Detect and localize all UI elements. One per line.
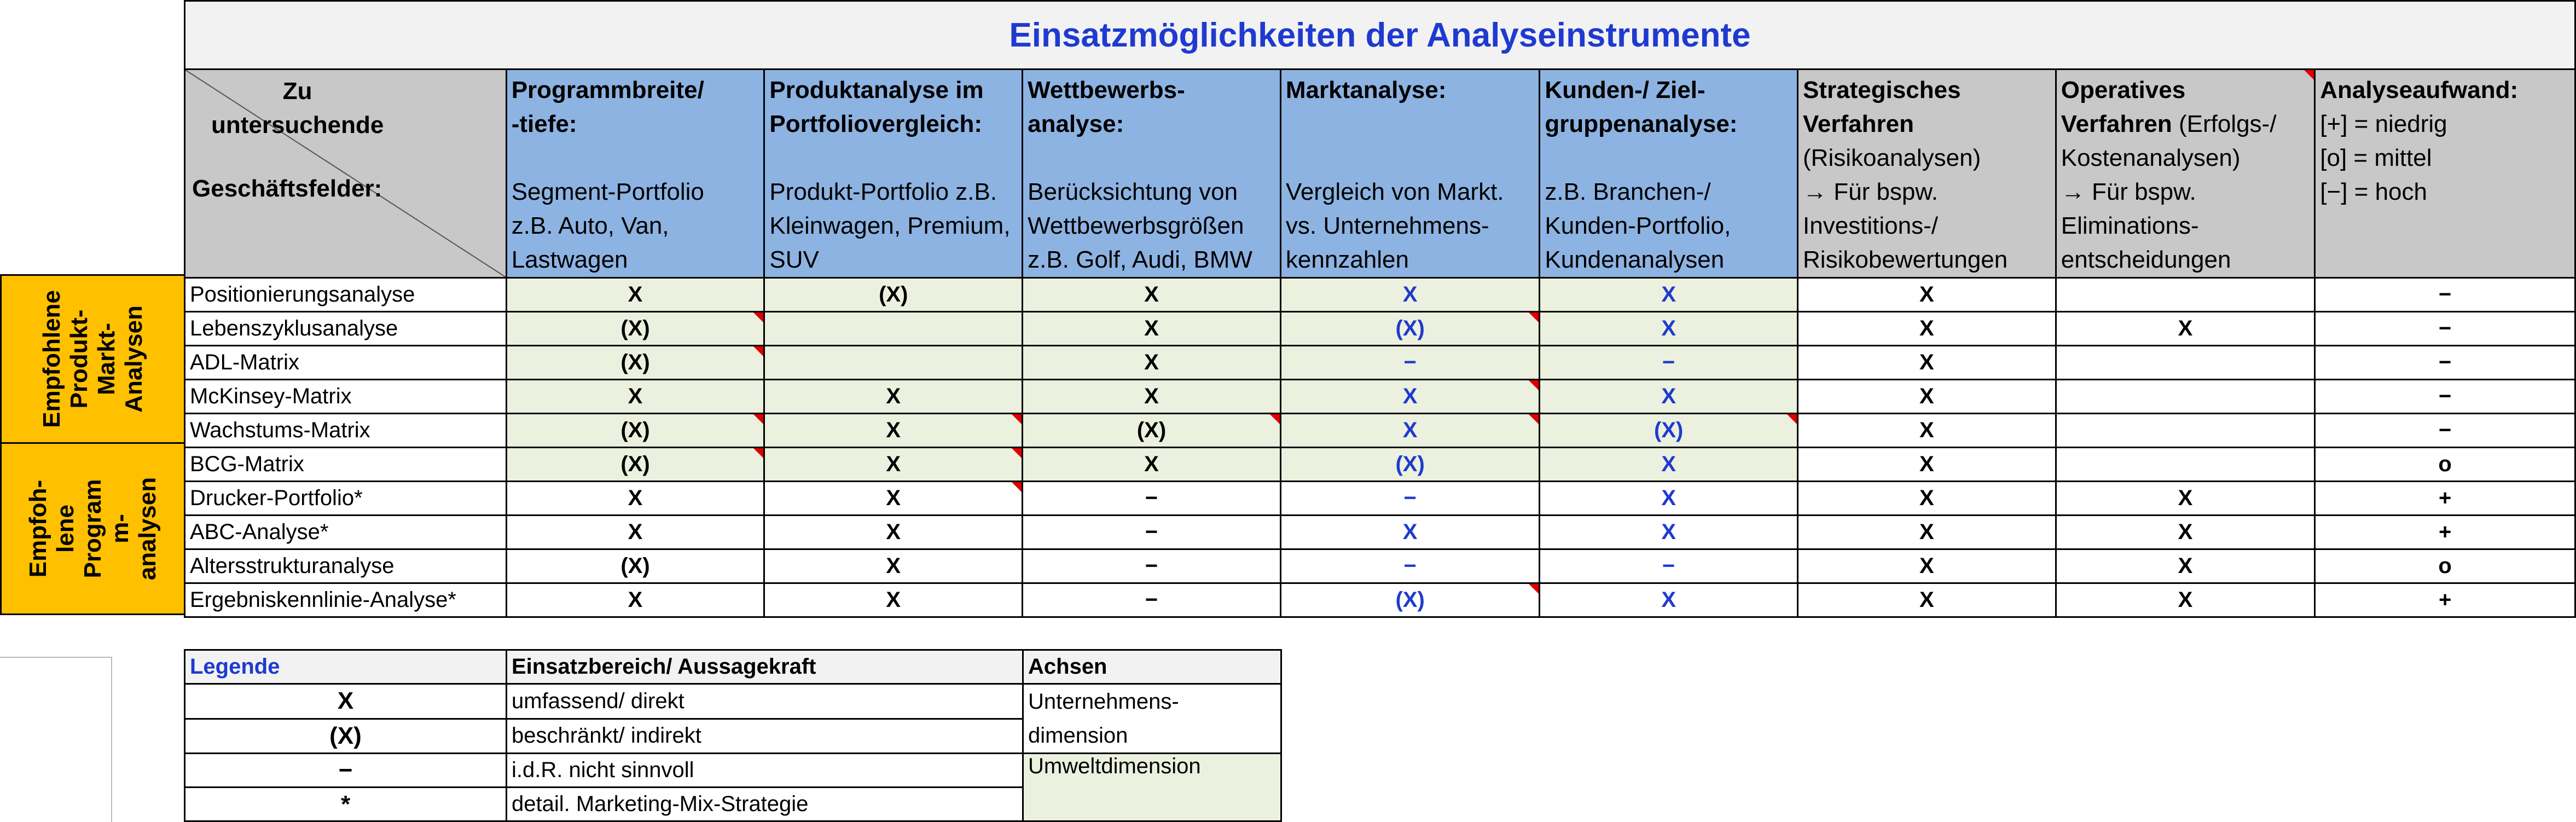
matrix-cell: X bbox=[764, 549, 1023, 583]
matrix-cell: X bbox=[1798, 482, 2056, 516]
corner-label-2: untersuchende bbox=[211, 112, 384, 138]
matrix-cell: X bbox=[1798, 549, 2056, 583]
matrix-cell: X bbox=[1280, 414, 1539, 448]
matrix-cell: X bbox=[1798, 583, 2056, 617]
matrix-cell bbox=[764, 312, 1023, 346]
matrix-cell: X bbox=[764, 516, 1023, 549]
col-header-marktanalyse: Marktanalyse: Vergleich von Markt. vs. Unternehmens- kennzahlen bbox=[1280, 70, 1539, 278]
legend-row: X umfassend/ direkt Unternehmens- dimension bbox=[185, 684, 1281, 719]
table-row bbox=[185, 549, 2575, 583]
legend-table bbox=[184, 649, 1282, 822]
matrix-cell: (X) bbox=[506, 312, 764, 346]
matrix-cell: − bbox=[1540, 346, 1798, 380]
row-label: BCG-Matrix bbox=[185, 448, 507, 482]
row-label: ADL-Matrix bbox=[185, 346, 507, 380]
matrix-cell: X bbox=[764, 448, 1023, 482]
matrix-cell: − bbox=[1280, 549, 1539, 583]
matrix-cell: X bbox=[764, 482, 1023, 516]
matrix-cell: (X) bbox=[506, 414, 764, 448]
matrix-cell: X bbox=[764, 380, 1023, 414]
legend-axis-company: Unternehmens- dimension bbox=[1023, 684, 1281, 754]
row-label: ABC-Analyse* bbox=[185, 516, 507, 549]
legend-row: (X) beschränkt/ indirekt bbox=[185, 719, 1281, 754]
col-header-produktanalyse: Produktanalyse im Portfoliovergleich: Produkt-Portfolio z.B. Kleinwagen, Premium, SUV bbox=[764, 70, 1023, 278]
row-label: Positionierungsanalyse bbox=[185, 278, 507, 312]
table-row bbox=[185, 414, 2575, 448]
matrix-cell: X bbox=[1798, 516, 2056, 549]
row-label: Altersstrukturanalyse bbox=[185, 549, 507, 583]
matrix-cell bbox=[2056, 346, 2315, 380]
matrix-cell: X bbox=[506, 482, 764, 516]
matrix-cell bbox=[2056, 448, 2315, 482]
table-row bbox=[185, 346, 2575, 380]
row-label: Drucker-Portfolio* bbox=[185, 482, 507, 516]
matrix-cell: X bbox=[1280, 380, 1539, 414]
matrix-cell: + bbox=[2315, 516, 2575, 549]
group-label-programm: Empfoh- lene Program m- analysen bbox=[0, 442, 185, 615]
matrix-cell: X bbox=[1540, 583, 1798, 617]
col-header-strategisch: Strategisches Verfahren (Risikoanalysen) → Für bspw. Investitions-/ Risikobewertungen bbox=[1798, 70, 2056, 278]
col-header-operativ: Operatives Verfahren (Erfolgs-/ Kostenanalysen) → Für bspw. Eliminations- entscheidungen bbox=[2056, 70, 2315, 278]
legend-row: − i.d.R. nicht sinnvoll Umweltdimension bbox=[185, 754, 1281, 788]
row-label: Wachstums-Matrix bbox=[185, 414, 507, 448]
col-header-kundenanalyse: Kunden-/ Ziel- gruppenanalyse: z.B. Branchen-/ Kunden-Portfolio, Kundenanalysen bbox=[1540, 70, 1798, 278]
matrix-cell: − bbox=[1023, 516, 1281, 549]
legend-col-usage: Einsatzbereich/ Aussagekraft bbox=[507, 650, 1023, 684]
corner-cell bbox=[185, 70, 507, 278]
row-label: McKinsey-Matrix bbox=[185, 380, 507, 414]
matrix-cell: − bbox=[2315, 414, 2575, 448]
col-header-analyseaufwand: Analyseaufwand: [+] = niedrig [o] = mittel [−] = hoch bbox=[2315, 70, 2575, 278]
matrix-cell bbox=[2056, 380, 2315, 414]
matrix-cell: X bbox=[1798, 380, 2056, 414]
matrix-cell: X bbox=[1540, 516, 1798, 549]
matrix-cell: o bbox=[2315, 549, 2575, 583]
matrix-cell: X bbox=[1540, 448, 1798, 482]
matrix-cell: (X) bbox=[764, 278, 1023, 312]
matrix-cell: − bbox=[1280, 346, 1539, 380]
matrix-cell: (X) bbox=[506, 549, 764, 583]
matrix-cell: X bbox=[506, 278, 764, 312]
header-row bbox=[185, 70, 2575, 278]
matrix-cell: X bbox=[1540, 312, 1798, 346]
matrix-cell: X bbox=[1540, 380, 1798, 414]
matrix-cell: X bbox=[1023, 448, 1281, 482]
matrix-cell bbox=[2056, 278, 2315, 312]
row-label: Ergebniskennlinie-Analyse* bbox=[185, 583, 507, 617]
legend-row: * detail. Marketing-Mix-Strategie bbox=[185, 788, 1281, 821]
matrix-cell: (X) bbox=[1540, 414, 1798, 448]
matrix-cell: − bbox=[2315, 312, 2575, 346]
table-row bbox=[185, 516, 2575, 549]
matrix-cell: − bbox=[1023, 549, 1281, 583]
matrix-cell: X bbox=[764, 583, 1023, 617]
table-row bbox=[185, 312, 2575, 346]
matrix-cell: − bbox=[1023, 583, 1281, 617]
matrix-cell: − bbox=[2315, 278, 2575, 312]
table-row bbox=[185, 380, 2575, 414]
matrix-cell: X bbox=[1798, 448, 2056, 482]
side-note-box bbox=[0, 657, 112, 822]
matrix-cell: X bbox=[1023, 278, 1281, 312]
group-label-produkt-markt: Empfohlene Produkt- Markt- Analysen bbox=[0, 274, 185, 444]
page-title: Einsatzmöglichkeiten der Analyseinstrumente bbox=[184, 0, 2576, 68]
matrix-cell: X bbox=[1023, 380, 1281, 414]
matrix-cell: X bbox=[1798, 312, 2056, 346]
legend-title: Legende bbox=[185, 650, 507, 684]
matrix-cell: X bbox=[506, 516, 764, 549]
matrix-cell bbox=[764, 346, 1023, 380]
matrix-cell: X bbox=[1023, 312, 1281, 346]
matrix-cell: (X) bbox=[506, 346, 764, 380]
table-row bbox=[185, 448, 2575, 482]
matrix-cell: X bbox=[1280, 516, 1539, 549]
matrix-cell: (X) bbox=[1280, 448, 1539, 482]
matrix-cell bbox=[2056, 414, 2315, 448]
legend-col-axes: Achsen bbox=[1023, 650, 1281, 684]
matrix-cell: (X) bbox=[1023, 414, 1281, 448]
matrix-cell: X bbox=[1540, 482, 1798, 516]
matrix-cell: X bbox=[2056, 549, 2315, 583]
matrix-cell: (X) bbox=[1280, 583, 1539, 617]
matrix-cell: X bbox=[764, 414, 1023, 448]
matrix-cell: − bbox=[2315, 346, 2575, 380]
matrix-cell: − bbox=[1023, 482, 1281, 516]
matrix-cell: X bbox=[506, 380, 764, 414]
matrix-cell: X bbox=[1540, 278, 1798, 312]
corner-label-1: Zu bbox=[282, 78, 312, 105]
matrix-cell: − bbox=[2315, 380, 2575, 414]
legend-axis-environment: Umweltdimension bbox=[1023, 754, 1281, 821]
row-label: Lebenszyklusanalyse bbox=[185, 312, 507, 346]
matrix-cell: + bbox=[2315, 583, 2575, 617]
analysis-matrix bbox=[184, 68, 2576, 618]
matrix-cell: + bbox=[2315, 482, 2575, 516]
table-row bbox=[185, 482, 2575, 516]
matrix-cell: X bbox=[1798, 278, 2056, 312]
table-row bbox=[185, 278, 2575, 312]
matrix-cell: X bbox=[2056, 312, 2315, 346]
matrix-cell: X bbox=[2056, 482, 2315, 516]
legend-header-row bbox=[185, 650, 1281, 684]
table-row bbox=[185, 583, 2575, 617]
col-header-programmbreite: Programmbreite/ -tiefe: Segment-Portfolio z.B. Auto, Van, Lastwagen bbox=[506, 70, 764, 278]
matrix-cell: − bbox=[1280, 482, 1539, 516]
matrix-cell: X bbox=[1798, 346, 2056, 380]
matrix-cell: X bbox=[1798, 414, 2056, 448]
matrix-cell: X bbox=[1280, 278, 1539, 312]
matrix-cell: o bbox=[2315, 448, 2575, 482]
matrix-cell: (X) bbox=[1280, 312, 1539, 346]
matrix-cell: X bbox=[506, 583, 764, 617]
corner-label-3: Geschäftsfelder: bbox=[192, 175, 382, 202]
matrix-cell: X bbox=[1023, 346, 1281, 380]
col-header-wettbewerbsanalyse: Wettbewerbs- analyse: Berücksichtung von Wettbewerbsgrößen z.B. Golf, Audi, BMW bbox=[1023, 70, 1281, 278]
matrix-cell: − bbox=[1540, 549, 1798, 583]
matrix-cell: X bbox=[2056, 516, 2315, 549]
matrix-cell: (X) bbox=[506, 448, 764, 482]
matrix-cell: X bbox=[2056, 583, 2315, 617]
